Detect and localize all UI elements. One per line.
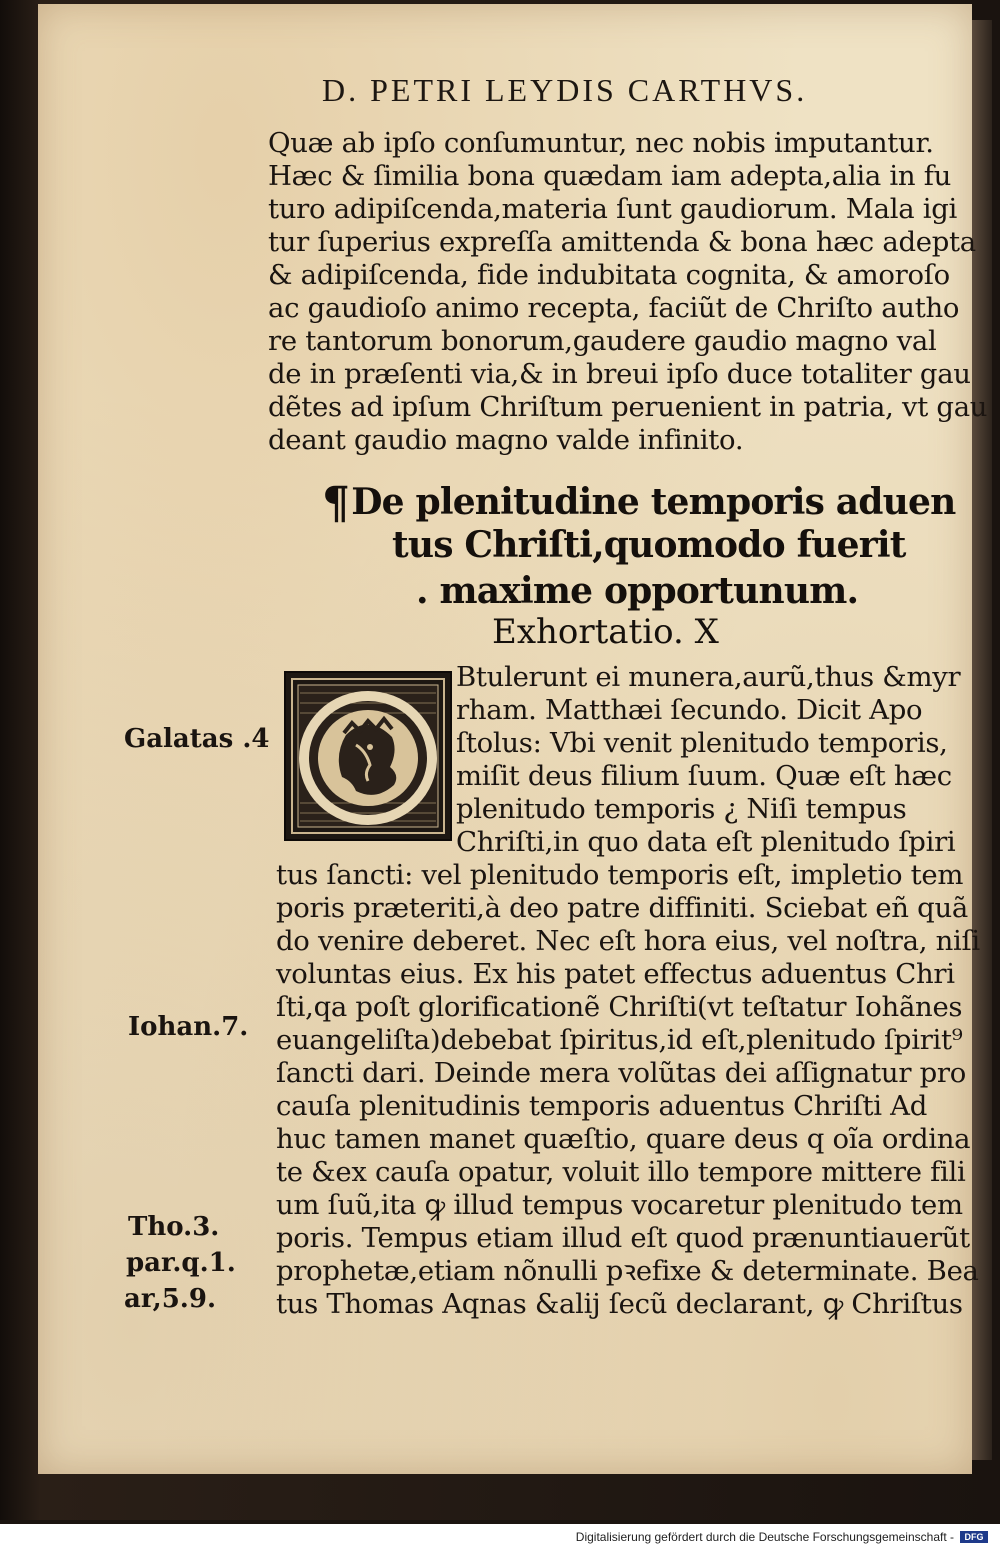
text-line: voluntas eius. Ex his patet effectus aduentus Chri (276, 958, 955, 990)
text-line: tur ſuperius expreſſa amittenda & bona hæc adepta (268, 226, 976, 258)
text-line: tus Thomas Aqnas &alij ſecũ declarant, ꝙ Chriſtus (276, 1288, 963, 1320)
text-line: ſancti dari. Deinde mera volũtas dei aſſignatur pro (276, 1057, 967, 1089)
text-line: prophetæ,etiam nõnulli pꝛefixe & determinate. Bea (276, 1255, 979, 1287)
text-line: miſit deus filium ſuum. Quæ eſt hæc (456, 760, 952, 792)
pilcrow-icon: ¶ (322, 478, 350, 529)
text-line: euangeliſta)debebat ſpiritus,id eſt,plenitudo ſpirit⁹ (276, 1024, 963, 1056)
text-line: turo adipiſcenda,materia ſunt gaudiorum. Mala igi (268, 193, 958, 225)
margin-note-par: par.q.1. (126, 1248, 236, 1278)
exhortatio-title: Exhortatio. X (492, 612, 719, 652)
text-line: do venire deberet. Nec eſt hora eius, vel noſtra, niſi (276, 925, 980, 957)
text-line: poris præteriti,à deo patre diffiniti. Sciebat eñ quã (276, 892, 968, 924)
text-line: re tantorum bonorum,gaudere gaudio magno val (268, 325, 937, 357)
text-line: Quæ ab ipſo conſumuntur, nec nobis imputantur. (268, 127, 934, 159)
text-line: rham. Matthæi ſecundo. Dicit Apo (456, 694, 923, 726)
text-line: ſti,qa poſt glorificationẽ Chriſti(vt teſtatur Iohãnes (276, 991, 963, 1023)
text-line: de in præſenti via,& in breui ipſo duce totaliter gau (268, 358, 971, 390)
text-line: ac gaudioſo animo recepta, faciũt de Chriſto autho (268, 292, 960, 324)
text-line: cauſa plenitudinis temporis aduentus Chriſti Ad (276, 1090, 928, 1122)
text-line: poris. Tempus etiam illud eſt quod prænuntiauerũt (276, 1222, 970, 1254)
section-heading-line-3: . maxime opportunum. (416, 570, 859, 612)
running-head: D. PETRI LEYDIS CARTHVS. (322, 72, 808, 108)
text-line: Hæc & ſimilia bona quædam iam adepta,alia in fu (268, 160, 951, 192)
decorated-initial (284, 671, 452, 841)
text-line: Chriſti,in quo data eſt plenitudo ſpiri (456, 826, 956, 858)
section-heading-line-1: ¶De plenitudine temporis aduen (322, 478, 956, 529)
text-line: um ſuũ,ita ꝙ illud tempus vocaretur plenitudo tem (276, 1189, 963, 1221)
woodcut-portrait-icon (286, 673, 450, 839)
text-line: deant gaudio magno valde infinito. (268, 424, 744, 456)
margin-note-ar: ar,5.9. (124, 1284, 216, 1314)
margin-note-galatas: Galatas .4 (124, 724, 270, 754)
dfg-logo-icon: DFG (960, 1531, 988, 1543)
text-line: ſtolus: Vbi venit plenitudo temporis, (456, 727, 948, 759)
text-line: huc tamen manet quæſtio, quare deus q oĩa ordina (276, 1123, 971, 1155)
text-line: te &ex cauſa opatur, voluit illo tempore mittere fili (276, 1156, 966, 1188)
text-line: tus ſancti: vel plenitudo temporis eſt, impletio tem (276, 859, 964, 891)
text-line: Btulerunt ei munera,aurũ,thus &myr (456, 661, 961, 693)
section-heading-line-2: tus Chriſti,quomodo fuerit (392, 524, 906, 566)
text-line: plenitudo temporis ¿ Niſi tempus (456, 793, 907, 825)
margin-note-iohan: Iohan.7. (128, 1012, 249, 1042)
text-line: dẽtes ad ipſum Chriſtum peruenient in patria, vt gau (268, 391, 988, 423)
margin-note-tho: Tho.3. (128, 1212, 220, 1242)
footer-credit: Digitalisierung gefördert durch die Deutsche Forschungsgemeinschaft - (575, 1530, 954, 1544)
text-line: & adipiſcenda, fide indubitata cognita, & amoroſo (268, 259, 950, 291)
